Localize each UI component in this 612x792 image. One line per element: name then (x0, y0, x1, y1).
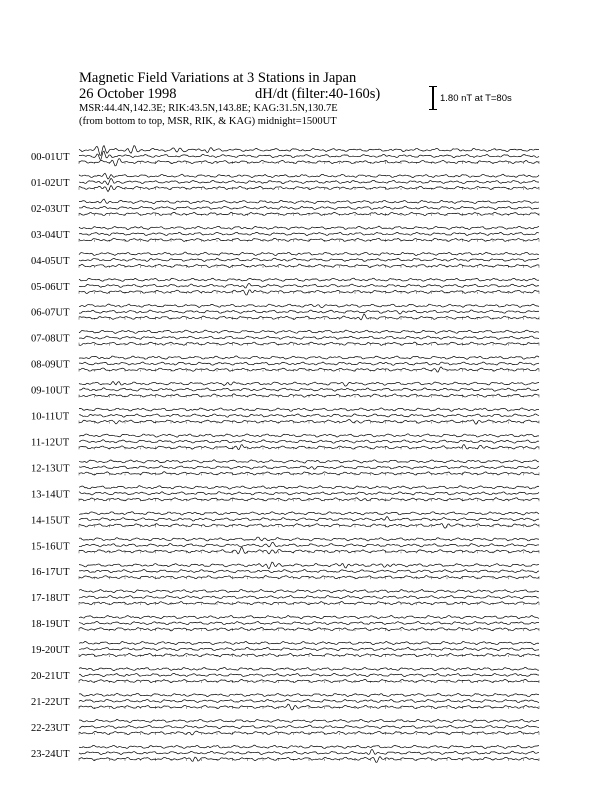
station-trace (79, 206, 539, 209)
hour-row-label: 22-23UT (31, 722, 70, 734)
station-coordinates: MSR:44.4N,142.3E; RIK:43.5N,143.8E; KAG:31.5N,130.7E (79, 103, 338, 114)
station-trace (79, 562, 539, 569)
hour-row (31, 434, 539, 450)
hour-row-label: 04-05UT (31, 255, 70, 267)
hour-row (31, 745, 539, 762)
station-trace (79, 667, 539, 670)
station-trace (79, 199, 539, 203)
station-trace (79, 434, 539, 437)
station-trace (79, 258, 539, 261)
station-trace (79, 621, 539, 624)
station-trace (79, 719, 539, 722)
hour-row-label: 00-01UT (31, 152, 70, 163)
station-trace (79, 414, 539, 417)
hour-row-label: 15-16UT (31, 541, 70, 553)
hour-row-label: 23-24UT (31, 748, 70, 760)
hour-row-label: 11-12UT (31, 437, 70, 449)
station-trace (79, 356, 539, 359)
hour-row (31, 719, 539, 735)
time-ticks (79, 446, 539, 449)
station-trace (79, 408, 539, 412)
station-trace (79, 699, 539, 702)
hour-row (31, 460, 539, 476)
hour-row (31, 146, 539, 166)
station-trace (79, 673, 539, 676)
station-trace (79, 146, 539, 156)
hour-row-label: 19-20UT (31, 645, 70, 657)
hour-row (31, 173, 539, 191)
hour-row-label: 17-18UT (31, 593, 70, 605)
hour-row-label: 02-03UT (31, 203, 70, 215)
station-trace (79, 570, 539, 573)
hour-row (31, 667, 539, 683)
hour-row-label: 18-19UT (31, 619, 70, 631)
station-trace (79, 749, 539, 754)
chart-date: 26 October 1998 (79, 86, 177, 102)
station-trace (79, 173, 539, 179)
hour-row (31, 537, 539, 554)
station-trace (79, 725, 539, 728)
hour-row-label: 03-04UT (31, 229, 70, 241)
station-trace (79, 178, 539, 184)
hour-row-label: 10-11UT (31, 411, 70, 423)
station-trace (79, 304, 539, 308)
hour-row (31, 512, 539, 528)
hour-row (31, 252, 539, 268)
hour-row (31, 562, 539, 579)
hour-row-label: 16-17UT (31, 567, 70, 579)
hour-row (31, 226, 539, 242)
station-trace (79, 310, 539, 314)
station-trace (79, 542, 539, 547)
hour-row (31, 486, 539, 502)
station-trace (79, 290, 539, 295)
hour-row (31, 615, 539, 631)
hour-row (31, 693, 539, 710)
station-trace (79, 226, 539, 229)
hour-row-label: 07-08UT (31, 333, 70, 345)
chart-title: Magnetic Field Variations at 3 Stations in Japan (79, 70, 357, 86)
station-trace (79, 460, 539, 463)
hour-row-label: 08-09UT (31, 359, 70, 371)
station-trace (79, 466, 539, 470)
station-trace (79, 381, 539, 386)
station-order-note: (from bottom to top, MSR, RIK, & KAG) midnight=1500UT (79, 116, 337, 127)
station-trace (79, 336, 539, 339)
hour-row-label: 13-14UT (31, 489, 70, 501)
hour-row (31, 304, 539, 320)
hour-row (31, 199, 539, 216)
hour-row-label: 09-10UT (31, 385, 70, 397)
station-trace (79, 647, 539, 650)
hour-row-label: 06-07UT (31, 307, 70, 319)
hour-row (31, 381, 539, 397)
station-trace (79, 595, 539, 598)
hour-row (31, 408, 539, 425)
hour-row-label: 05-06UT (31, 281, 70, 293)
hour-row (31, 278, 539, 295)
station-trace (79, 517, 539, 522)
hour-row-label: 01-02UT (31, 177, 70, 189)
station-trace (79, 330, 539, 333)
station-trace (79, 232, 539, 235)
station-trace (79, 486, 539, 489)
station-trace (79, 745, 539, 748)
hour-row-label: 12-13UT (31, 463, 70, 475)
hour-row-label: 21-22UT (31, 696, 70, 708)
chart-quantity: dH/dt (filter:40-160s) (255, 86, 381, 102)
station-trace (79, 440, 539, 444)
station-trace (79, 283, 539, 288)
station-trace (79, 512, 539, 515)
station-trace (79, 537, 539, 541)
scale-bar-label: 1.80 nT at T=80s (440, 92, 512, 104)
hour-row (31, 589, 539, 605)
hour-row-label: 14-15UT (31, 515, 70, 527)
station-trace (79, 492, 539, 496)
station-trace (79, 151, 539, 159)
station-trace (79, 362, 539, 365)
station-trace (79, 278, 539, 281)
hour-row (31, 356, 539, 372)
station-trace (79, 252, 539, 255)
hour-row (31, 330, 539, 346)
station-trace (79, 615, 539, 618)
station-trace (79, 388, 539, 391)
station-trace (79, 641, 539, 644)
station-trace (79, 693, 539, 696)
station-trace (79, 589, 539, 593)
hour-row (31, 641, 539, 657)
hour-row-label: 20-21UT (31, 671, 70, 682)
